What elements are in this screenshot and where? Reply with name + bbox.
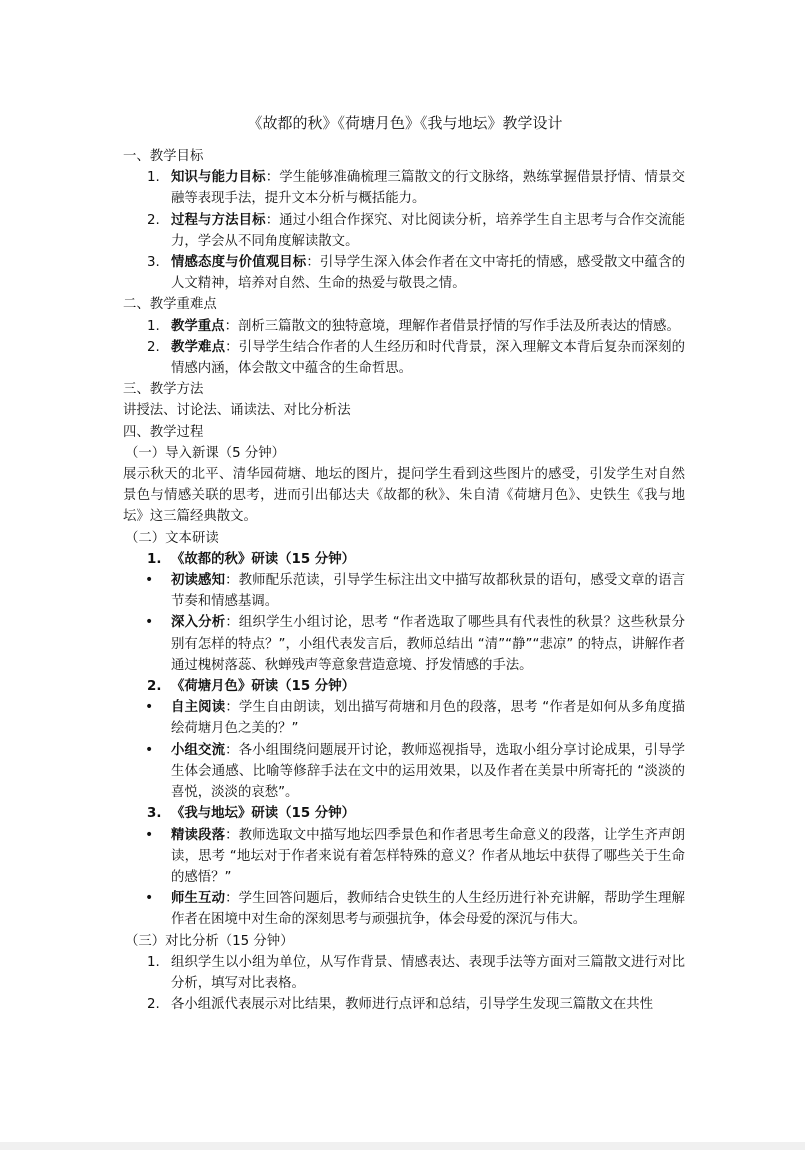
list-number: 1. — [147, 551, 162, 567]
list-number: 2. — [147, 679, 162, 695]
section-heading-objectives: 一、教学目标 — [123, 149, 204, 164]
list-number: 2. — [147, 997, 160, 1013]
item-text: ：引导学生深入体会作者在文中寄托的情感，感受散文中蕴含的人文精神，培养对自然、生命的热爱与敬畏之情。 — [171, 255, 686, 292]
item-text: ：教师配乐范读，引导学生标注出文中描写故都秋景的语句，感受文章的语言节奏和情感基调。 — [171, 573, 686, 610]
section-heading-process: 四、教学过程 — [123, 424, 204, 440]
reading-title-text: 《荷塘月色》研读（15 分钟） — [171, 679, 355, 695]
list-item — [123, 570, 685, 612]
subsection-heading-comparison: （三）对比分析（15 分钟） — [125, 933, 294, 949]
list-number: 3. — [147, 806, 162, 822]
item-text: ：通过小组合作探究、对比阅读分析，培养学生自主思考与合作交流能力，学会从不同角度解读散文。 — [171, 212, 686, 249]
item-text: ：各小组围绕问题展开讨论，教师巡视指导，选取小组分享讨论成果，引导学生体会通感、比喻等修辞手法在文中的运用效果，以及作者在美景中所寄托的 “淡淡的喜悦，淡淡的哀愁”。 — [171, 742, 686, 801]
item-label: 师生互动 — [171, 891, 226, 907]
item-label: 知识与能力目标 — [171, 170, 266, 186]
section-heading-methods: 三、教学方法 — [123, 382, 204, 398]
list-item — [123, 167, 685, 209]
item-text: ：组织学生小组讨论，思考 “作者选取了哪些具有代表性的秋景？这些秋景分别有怎样的特点？”，小组代表发言后，教师总结出 “清”“静”“悲凉” 的特点，讲解作者通过槐树落蕊、秋蝉残声等意象营造意境、抒发情感的手法。 — [171, 615, 685, 673]
item-text: ：剖析三篇散文的独特意境，理解作者借景抒情的写作手法及所表达的情感。 — [224, 318, 680, 334]
item-label: 过程与方法目标 — [171, 212, 266, 228]
methods-text: 讲授法、讨论法、诵读法、对比分析法 — [123, 403, 351, 419]
bullet-icon: • — [145, 890, 154, 907]
reading-title-text: 《我与地坛》研读（15 分钟） — [171, 806, 355, 822]
list-item — [123, 337, 685, 379]
item-label: 情感态度与价值观目标 — [171, 255, 307, 271]
list-number: 2. — [147, 339, 160, 355]
bullet-icon: • — [145, 699, 154, 716]
item-text: 组织学生以小组为单位，从写作背景、情感表达、表现手法等方面对三篇散文进行对比分析，填写对比表格。 — [171, 954, 685, 991]
list-number: 1. — [147, 318, 160, 334]
list-number: 3. — [147, 255, 160, 271]
item-text: ：教师选取文中描写地坛四季景色和作者思考生命意义的段落，让学生齐声朗读，思考 “地坛对于作者来说有着怎样特殊的意义？作者从地坛中获得了哪些关于生命的感悟？” — [171, 827, 686, 885]
intro-paragraph: 展示秋天的北平、清华园荷塘、地坛的图片，提问学生看到这些图片的感受，引发学生对自然景色与情感关联的思考，进而引出郁达夫《故都的秋》、朱自清《荷塘月色》、史铁生《我与地坛》这三篇经典散文。 — [123, 467, 685, 525]
list-item — [123, 888, 685, 930]
document-title: 《故都的秋》《荷塘月色》《我与地坛》教学设计 — [247, 114, 563, 132]
list-number: 2. — [147, 212, 160, 228]
list-item — [123, 825, 685, 889]
item-label: 初读感知 — [171, 573, 226, 589]
bullet-icon: • — [145, 614, 154, 631]
item-text: 各小组派代表展示对比结果，教师进行点评和总结，引导学生发现三篇散文在共性 — [171, 997, 654, 1013]
bullet-icon: • — [145, 572, 154, 589]
list-number: 1. — [147, 954, 160, 970]
document-body — [123, 112, 685, 1015]
list-item — [123, 740, 685, 804]
list-item — [123, 316, 685, 337]
subsection-heading-intro: （一）导入新课（5 分钟） — [125, 445, 286, 461]
item-text: ：学生自由朗读，划出描写荷塘和月色的段落，思考 “作者是如何从多角度描绘荷塘月色之美的？” — [171, 700, 685, 737]
list-item — [123, 252, 685, 294]
item-label: 自主阅读 — [171, 700, 226, 716]
item-label: 精读段落 — [171, 827, 226, 843]
item-label: 教学重点 — [171, 318, 225, 334]
reading-title-text: 《故都的秋》研读（15 分钟） — [171, 551, 355, 567]
item-text: ：引导学生结合作者的人生经历和时代背景，深入理解文本背后复杂而深刻的情感内涵，体会散文中蕴含的生命哲思。 — [171, 339, 686, 377]
bullet-icon: • — [145, 741, 154, 758]
reading-section-title — [123, 549, 685, 570]
item-label: 教学难点 — [171, 339, 226, 355]
list-item — [123, 952, 685, 994]
list-item — [123, 210, 685, 252]
reading-section-title — [123, 803, 685, 824]
subsection-heading-reading: （二）文本研读 — [125, 530, 219, 546]
item-label: 小组交流 — [171, 742, 226, 758]
list-number: 1. — [147, 170, 160, 186]
bullet-icon: • — [145, 826, 154, 843]
item-text: ：学生回答问题后，教师结合史铁生的人生经历进行补充讲解，帮助学生理解作者在困境中对生命的深刻思考与顽强抗争，体会母爱的深沉与伟大。 — [171, 891, 686, 928]
list-item — [123, 697, 685, 739]
list-item — [123, 994, 685, 1015]
section-heading-key-points: 二、教学重难点 — [123, 297, 217, 313]
item-text: ：学生能够准确梳理三篇散文的行文脉络，熟练掌握借景抒情、情景交融等表现手法，提升文本分析与概括能力。 — [171, 170, 686, 207]
reading-section-title — [123, 676, 685, 697]
list-item — [123, 612, 685, 676]
item-label: 深入分析 — [171, 615, 226, 631]
